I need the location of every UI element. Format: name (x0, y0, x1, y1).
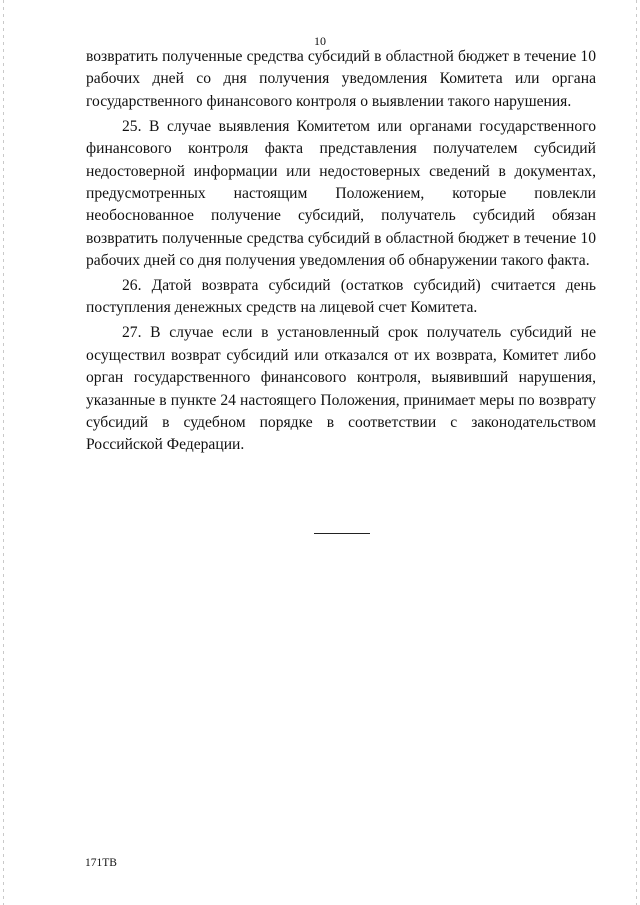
footer-document-code: 171ТВ (85, 857, 117, 869)
paragraph-27: 27. В случае если в установленный срок получатель субсидий не осуществил возврат субсидий или отказался от их возврата, Комитет либо орган государственного финансового контроля, выявивший нарушения, указанные в пункте 24 настоящего Положения, принимает меры по возврату субсидий в судебном порядке в соответствии с законодательством Российской Федерации. (86, 324, 596, 454)
document-body (86, 46, 596, 459)
paragraph-25: 25. В случае выявления Комитетом или органами государственного финансового контроля факта представления получателем субсидий недостоверной информации или недостоверных сведений в документах, предусмотренных настоящим Положением, которые повлекли необоснованное получение субсидий, получатель субсидий обязан возвратить полученные средства субсидий в областной бюджет в течение 10 рабочих дней со дня получения уведомления об обнаружении такого факта. (86, 117, 596, 270)
scan-edge-left (3, 0, 4, 905)
scan-edge-right (636, 0, 637, 905)
paragraph-continuation: возвратить полученные средства субсидий в областной бюджет в течение 10 рабочих дней со дня получения уведомления Комитета или органа государственного финансового контроля о выявлении такого нарушения. (86, 48, 596, 110)
paragraph-26: 26. Датой возврата субсидий (остатков субсидий) считается день поступления денежных средств на лицевой счет Комитета. (86, 277, 596, 317)
page-number: 10 (314, 34, 326, 48)
end-divider (314, 533, 370, 534)
